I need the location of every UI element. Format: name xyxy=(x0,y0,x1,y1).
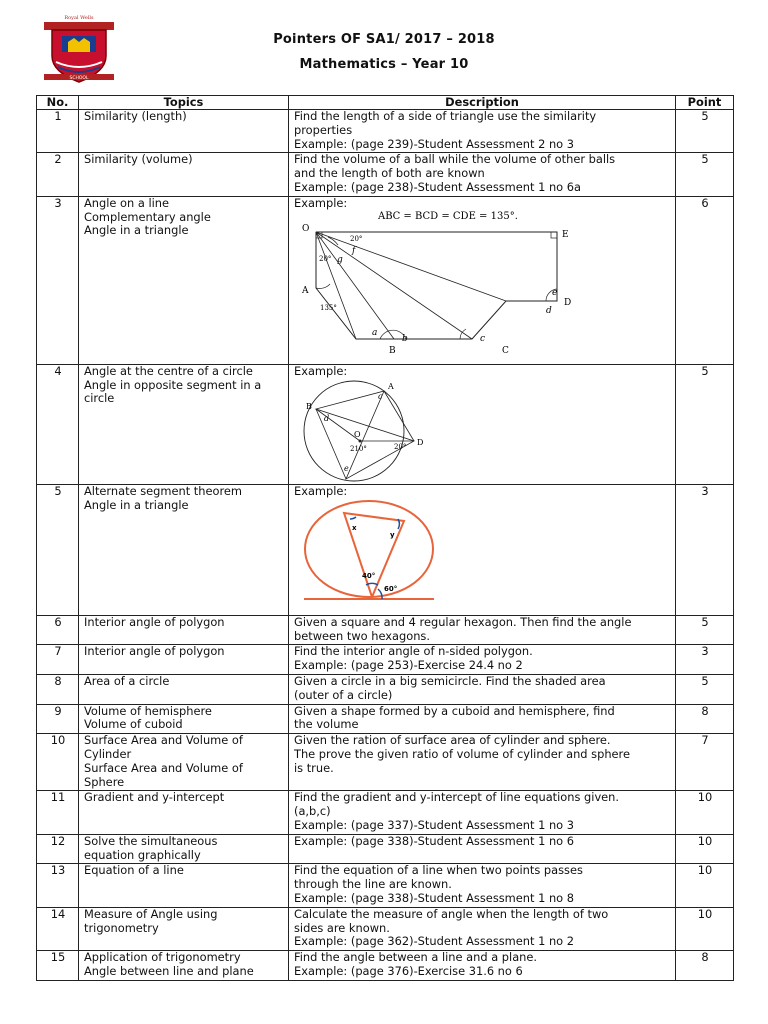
svg-text:c: c xyxy=(480,333,486,344)
row-topics: Equation of a line xyxy=(79,864,289,907)
row-description: Given a shape formed by a cuboid and hemisphere, find the volume xyxy=(289,704,676,734)
table-row xyxy=(37,864,734,907)
column-header-no: No. xyxy=(37,96,79,110)
svg-text:b: b xyxy=(402,333,408,344)
row-number: 15 xyxy=(37,951,79,981)
table-row xyxy=(37,951,734,981)
svg-text:B: B xyxy=(389,345,396,356)
row-point: 3 xyxy=(676,484,734,615)
svg-text:AB̂C = BĈD = CD̂E = 135°.: AB̂C = BĈD = CD̂E = 135°. xyxy=(378,210,518,222)
table-row xyxy=(37,484,734,615)
table-row xyxy=(37,196,734,364)
row-topics: Similarity (length) xyxy=(79,110,289,153)
svg-text:O: O xyxy=(354,429,361,439)
table-row xyxy=(37,834,734,864)
row-number: 8 xyxy=(37,674,79,704)
school-logo xyxy=(40,12,118,86)
row-point: 5 xyxy=(676,153,734,196)
row-number: 2 xyxy=(37,153,79,196)
row-topics: Alternate segment theorem Angle in a triangle xyxy=(79,484,289,615)
row-point: 7 xyxy=(676,734,734,791)
row-topics: Angle on a line Complementary angle Angle in a triangle xyxy=(79,196,289,364)
row-number: 4 xyxy=(37,364,79,484)
row-description: Calculate the measure of angle when the length of two sides are known. Example: (page 362)-Student Assessment 1 no 2 xyxy=(289,907,676,950)
svg-text:Royal Wells: Royal Wells xyxy=(64,15,94,21)
row-description: Example: (page 338)-Student Assessment 1 no 6 xyxy=(289,834,676,864)
svg-text:60°: 60° xyxy=(384,584,398,593)
table-row xyxy=(37,645,734,675)
row-topics: Surface Area and Volume of Cylinder Surface Area and Volume of Sphere xyxy=(79,734,289,791)
table-row xyxy=(37,153,734,196)
svg-text:40°: 40° xyxy=(362,571,376,580)
row-description: Find the equation of a line when two points passes through the line are known. Example: (page 338)-Student Assessment 1 no 8 xyxy=(289,864,676,907)
table-row xyxy=(37,615,734,645)
page-title: Pointers OF SA1/ 2017 – 2018 xyxy=(273,32,495,47)
row-number: 7 xyxy=(37,645,79,675)
row-number: 12 xyxy=(37,834,79,864)
row-topics: Similarity (volume) xyxy=(79,153,289,196)
row-topics: Volume of hemisphere Volume of cuboid xyxy=(79,704,289,734)
row-point: 10 xyxy=(676,834,734,864)
row-point: 6 xyxy=(676,196,734,364)
row-description: Given a circle in a big semicircle. Find the shaded area (outer of a circle) xyxy=(289,674,676,704)
row-point: 5 xyxy=(676,674,734,704)
row-point: 10 xyxy=(676,907,734,950)
row-point: 5 xyxy=(676,110,734,153)
svg-text:135°: 135° xyxy=(320,303,337,312)
svg-text:g: g xyxy=(337,254,343,265)
svg-text:A: A xyxy=(302,285,309,296)
table-row xyxy=(37,907,734,950)
table-row xyxy=(37,704,734,734)
row-topics: Gradient and y-intercept xyxy=(79,791,289,834)
row-description: Example: A B D O c d e 210° 20° xyxy=(289,364,676,484)
svg-text:y: y xyxy=(390,530,395,539)
svg-text:20°: 20° xyxy=(350,234,363,243)
row-topics: Angle at the centre of a circle Angle in opposite segment in a circle xyxy=(79,364,289,484)
circle-angles-figure xyxy=(294,379,434,483)
polygon-angles-figure xyxy=(294,211,584,361)
svg-text:SCHOOL: SCHOOL xyxy=(69,76,89,81)
row-topics: Area of a circle xyxy=(79,674,289,704)
row-number: 9 xyxy=(37,704,79,734)
row-number: 11 xyxy=(37,791,79,834)
row-point: 10 xyxy=(676,791,734,834)
page-subtitle: Mathematics – Year 10 xyxy=(299,57,469,72)
row-description: Find the angle between a line and a plane. Example: (page 376)-Exercise 31.6 no 6 xyxy=(289,951,676,981)
row-topics: Application of trigonometry Angle between line and plane xyxy=(79,951,289,981)
row-number: 3 xyxy=(37,196,79,364)
svg-text:c: c xyxy=(378,391,383,401)
svg-text:f: f xyxy=(352,245,356,256)
table-row xyxy=(37,791,734,834)
svg-text:x: x xyxy=(352,523,357,532)
table-row xyxy=(37,674,734,704)
row-description: Find the gradient and y-intercept of line equations given. (a,b,c) Example: (page 337)-Student Assessment 1 no 3 xyxy=(289,791,676,834)
row-point: 8 xyxy=(676,704,734,734)
row-point: 5 xyxy=(676,364,734,484)
table-row xyxy=(37,364,734,484)
svg-text:20°: 20° xyxy=(319,254,332,263)
column-header-description: Description xyxy=(289,96,676,110)
column-header-point: Point xyxy=(676,96,734,110)
row-topics: Interior angle of polygon xyxy=(79,615,289,645)
row-description: Example: AB̂C = BĈD = CD̂E = 135°. O E A B C D 20° 20° f g 135° a b c d e xyxy=(289,196,676,364)
row-description: Example: x y 40° 60° xyxy=(289,484,676,615)
row-description: Find the length of a side of triangle use the similarity properties Example: (page 239)-Student Assessment 2 no 3 xyxy=(289,110,676,153)
row-number: 10 xyxy=(37,734,79,791)
row-point: 10 xyxy=(676,864,734,907)
row-number: 1 xyxy=(37,110,79,153)
alternate-segment-figure xyxy=(294,499,444,603)
row-point: 5 xyxy=(676,615,734,645)
svg-text:A: A xyxy=(388,381,394,391)
row-topics: Interior angle of polygon xyxy=(79,645,289,675)
svg-text:e: e xyxy=(344,463,349,473)
row-description: Find the volume of a ball while the volume of other balls and the length of both are known Example: (page 238)-Student Assessment 1 no 6a xyxy=(289,153,676,196)
table-row xyxy=(37,110,734,153)
row-topics: Solve the simultaneous equation graphically xyxy=(79,834,289,864)
svg-text:d: d xyxy=(324,413,330,423)
svg-text:210°: 210° xyxy=(350,444,367,453)
row-topics: Measure of Angle using trigonometry xyxy=(79,907,289,950)
topics-table xyxy=(36,95,734,981)
svg-text:O: O xyxy=(302,223,310,234)
svg-text:e: e xyxy=(552,287,558,298)
table-row xyxy=(37,734,734,791)
svg-text:a: a xyxy=(372,327,378,338)
row-number: 6 xyxy=(37,615,79,645)
row-number: 13 xyxy=(37,864,79,907)
row-description: Find the interior angle of n-sided polygon. Example: (page 253)-Exercise 24.4 no 2 xyxy=(289,645,676,675)
row-description: Given the ration of surface area of cylinder and sphere. The prove the given ratio of volume of cylinder and sphere is true. xyxy=(289,734,676,791)
svg-text:D: D xyxy=(564,297,572,308)
table-header-row xyxy=(37,96,734,110)
svg-text:C: C xyxy=(502,345,509,356)
row-point: 3 xyxy=(676,645,734,675)
row-number: 14 xyxy=(37,907,79,950)
svg-text:20°: 20° xyxy=(394,442,407,451)
row-number: 5 xyxy=(37,484,79,615)
svg-text:B: B xyxy=(306,401,312,411)
svg-text:D: D xyxy=(417,437,424,447)
row-point: 8 xyxy=(676,951,734,981)
row-description: Given a square and 4 regular hexagon. Then find the angle between two hexagons. xyxy=(289,615,676,645)
column-header-topics: Topics xyxy=(79,96,289,110)
svg-text:d: d xyxy=(546,305,552,316)
svg-text:E: E xyxy=(562,229,569,240)
